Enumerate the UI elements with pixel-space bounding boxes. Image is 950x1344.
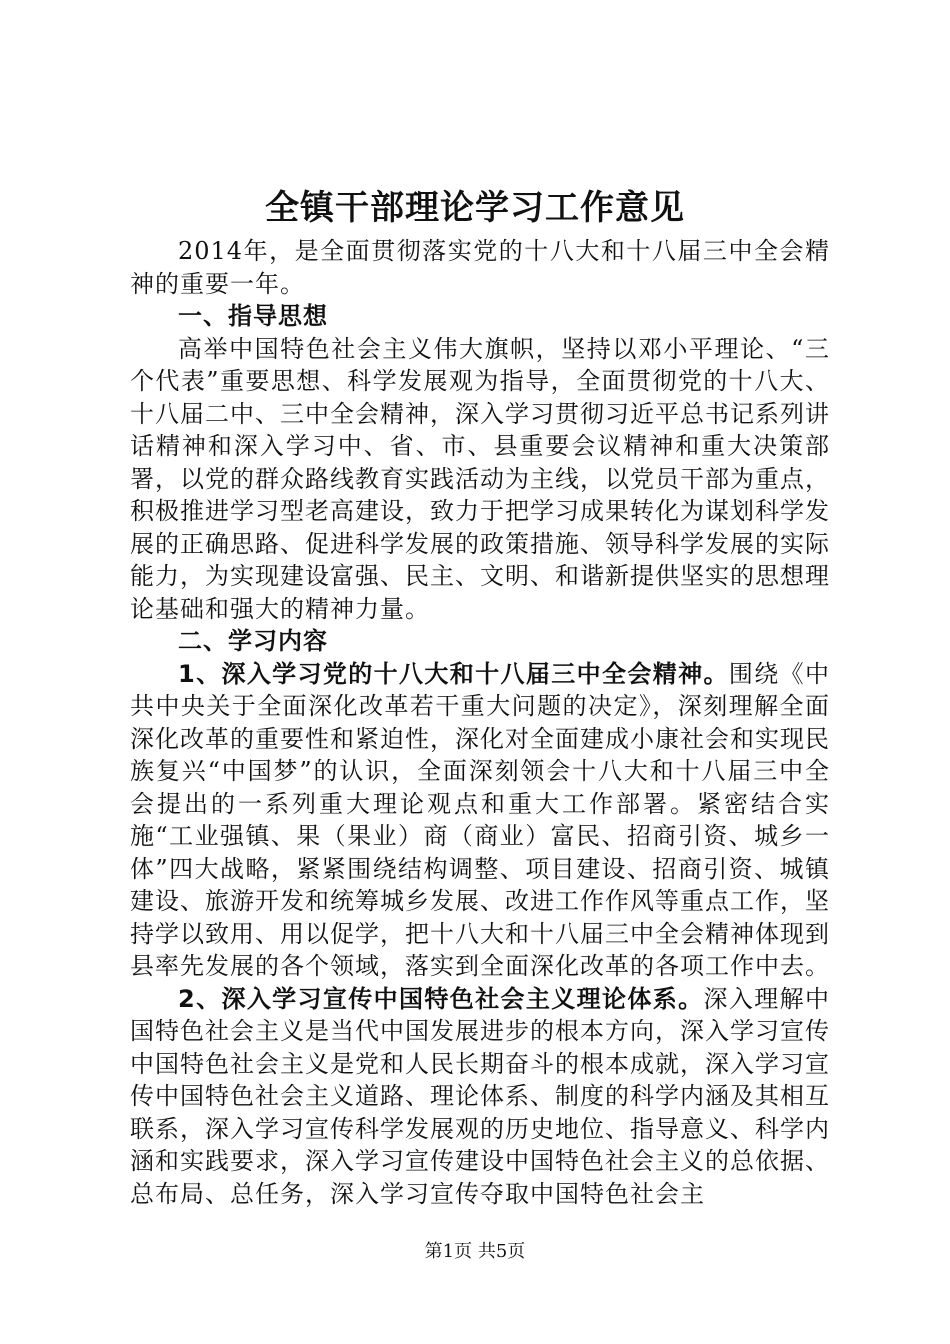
study-item-2-text: 深入理解中国特色社会主义是当代中国发展进步的根本方向，深入学习宣传中国特色社会主义是党和人民长期奋斗的根本成就，深入学习宣传中国特色社会主义道路、理论体系、制度的科学内涵及其相互联系，深入学习宣传科学发展观的历史地位、指导意义、科学内涵和实践要求，深入学习宣传建设中国特色社会主义的总依据、总布局、总任务，深入学习宣传夺取中国特色社会主 xyxy=(130,984,831,1208)
page-number-footer: 第1页 共5页 xyxy=(424,1241,526,1262)
study-item-2-lead: 2、深入学习宣传中国特色社会主义理论体系。 xyxy=(178,984,704,1013)
study-item-1-lead: 1、深入学习党的十八大和十八届三中全会精神。 xyxy=(178,659,729,688)
guiding-thought-paragraph: 高举中国特色社会主义伟大旗帜，坚持以邓小平理论、“三个代表”重要思想、科学发展观为指导，全面贯彻党的十八大、十八届二中、三中全会精神，深入学习贯彻习近平总书记系列讲话精神和深入学习中、省、市、县重要会议精神和重大决策部署，以党的群众路线教育实践活动为主线，以党员干部为重点，积极推进学习型老高建设，致力于把学习成果转化为谋划科学发展的正确思路、促进科学发展的政策措施、领导科学发展的实际能力，为实现建设富强、民主、文明、和谐新提供坚实的思想理论基础和强大的精神力量。 xyxy=(130,334,830,623)
document-title: 全镇干部理论学习工作意见 xyxy=(265,188,685,228)
study-item-2-paragraph xyxy=(130,983,830,1211)
intro-paragraph: 2014年，是全面贯彻落实党的十八大和十八届三中全会精神的重要一年。 xyxy=(130,237,830,298)
section-heading-guiding-thought: 一、指导思想 xyxy=(178,302,328,330)
study-item-1-paragraph xyxy=(130,658,830,983)
document-body xyxy=(130,235,830,1210)
section-heading-study-content: 二、学习内容 xyxy=(178,627,328,655)
study-item-1-text: 围绕《中共中央关于全面深化改革若干重大问题的决定》，深刻理解全面深化改革的重要性和紧迫性，深化对全面建成小康社会和实现民族复兴“中国梦”的认识，全面深刻领会十八大和十八届三中全会提出的一系列重大理论观点和重大工作部署。紧密结合实施“工业强镇、果（果业）商（商业）富民、招商引资、城乡一体”四大战略，紧紧围绕结构调整、项目建设、招商引资、城镇建设、旅游开发和统筹城乡发展、改进工作作风等重点工作，坚持学以致用、用以促学，把十八大和十八届三中全会精神体现到县率先发展的各个领域，落实到全面深化改革的各项工作中去。 xyxy=(130,659,831,980)
